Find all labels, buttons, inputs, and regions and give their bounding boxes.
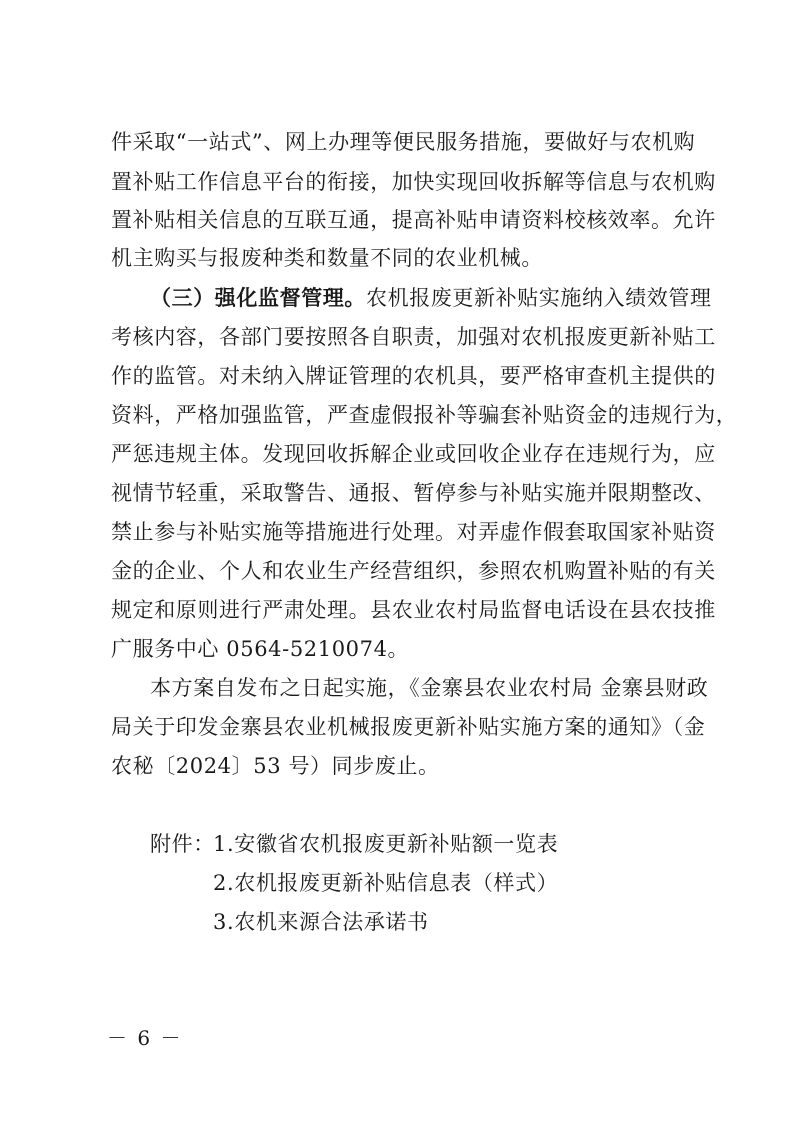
paragraph-line: 考核内容，各部门要按照各自职责，加强对农机报废更新补贴工 xyxy=(111,325,716,349)
attachment-item: 3.农机来源合法承诺书 xyxy=(213,910,429,934)
paragraph-line: 资料，严格加强监管，严查虚假报补等骗套补贴资金的违规行为， xyxy=(111,403,738,427)
paragraph-text: 农机报废更新补贴实施纳入绩效管理 xyxy=(366,286,712,310)
paragraph-line: 视情节轻重，采取警告、通报、暂停参与补贴实施并限期整改、 xyxy=(111,481,716,505)
attachment-item: 2.农机报废更新补贴信息表（样式） xyxy=(213,871,559,895)
attachment-item: 1.安徽省农机报废更新补贴额一览表 xyxy=(213,832,559,856)
paragraph-line: 广服务中心 0564-5210074。 xyxy=(111,637,410,661)
paragraph-first-line: 本方案自发布之日起实施，《金寨县农业农村局 金寨县财政 xyxy=(150,676,709,700)
page-number: － 6 － xyxy=(107,1026,183,1050)
section-heading: （三）强化监督管理。 xyxy=(150,286,366,310)
paragraph-line: 置补贴工作信息平台的衔接，加快实现回收拆解等信息与农机购 xyxy=(111,170,716,194)
paragraph-first-line xyxy=(150,286,712,310)
paragraph-line: 金的企业、个人和农业生产经营组织，参照农机购置补贴的有关 xyxy=(111,559,716,583)
paragraph-line: 禁止参与补贴实施等措施进行处理。对弄虚作假套取国家补贴资 xyxy=(111,520,716,544)
paragraph-line: 农秘〔2024〕53 号）同步废止。 xyxy=(111,754,440,778)
attachments-label: 附件： xyxy=(150,832,215,856)
paragraph-line: 规定和原则进行严肃处理。县农业农村局监督电话设在县农技推 xyxy=(111,598,716,622)
paragraph-line: 置补贴相关信息的互联互通，提高补贴申请资料校核效率。允许 xyxy=(111,208,716,232)
paragraph-line: 机主购买与报废种类和数量不同的农业机械。 xyxy=(111,246,543,270)
paragraph-line: 严惩违规主体。发现回收拆解企业或回收企业存在违规行为，应 xyxy=(111,442,716,466)
paragraph-line: 件采取“一站式”、网上办理等便民服务措施，要做好与农机购 xyxy=(111,130,696,154)
paragraph-line: 局关于印发金寨县农业机械报废更新补贴实施方案的通知》（金 xyxy=(111,715,706,739)
paragraph-line: 作的监管。对未纳入牌证管理的农机具，要严格审查机主提供的 xyxy=(111,364,716,388)
